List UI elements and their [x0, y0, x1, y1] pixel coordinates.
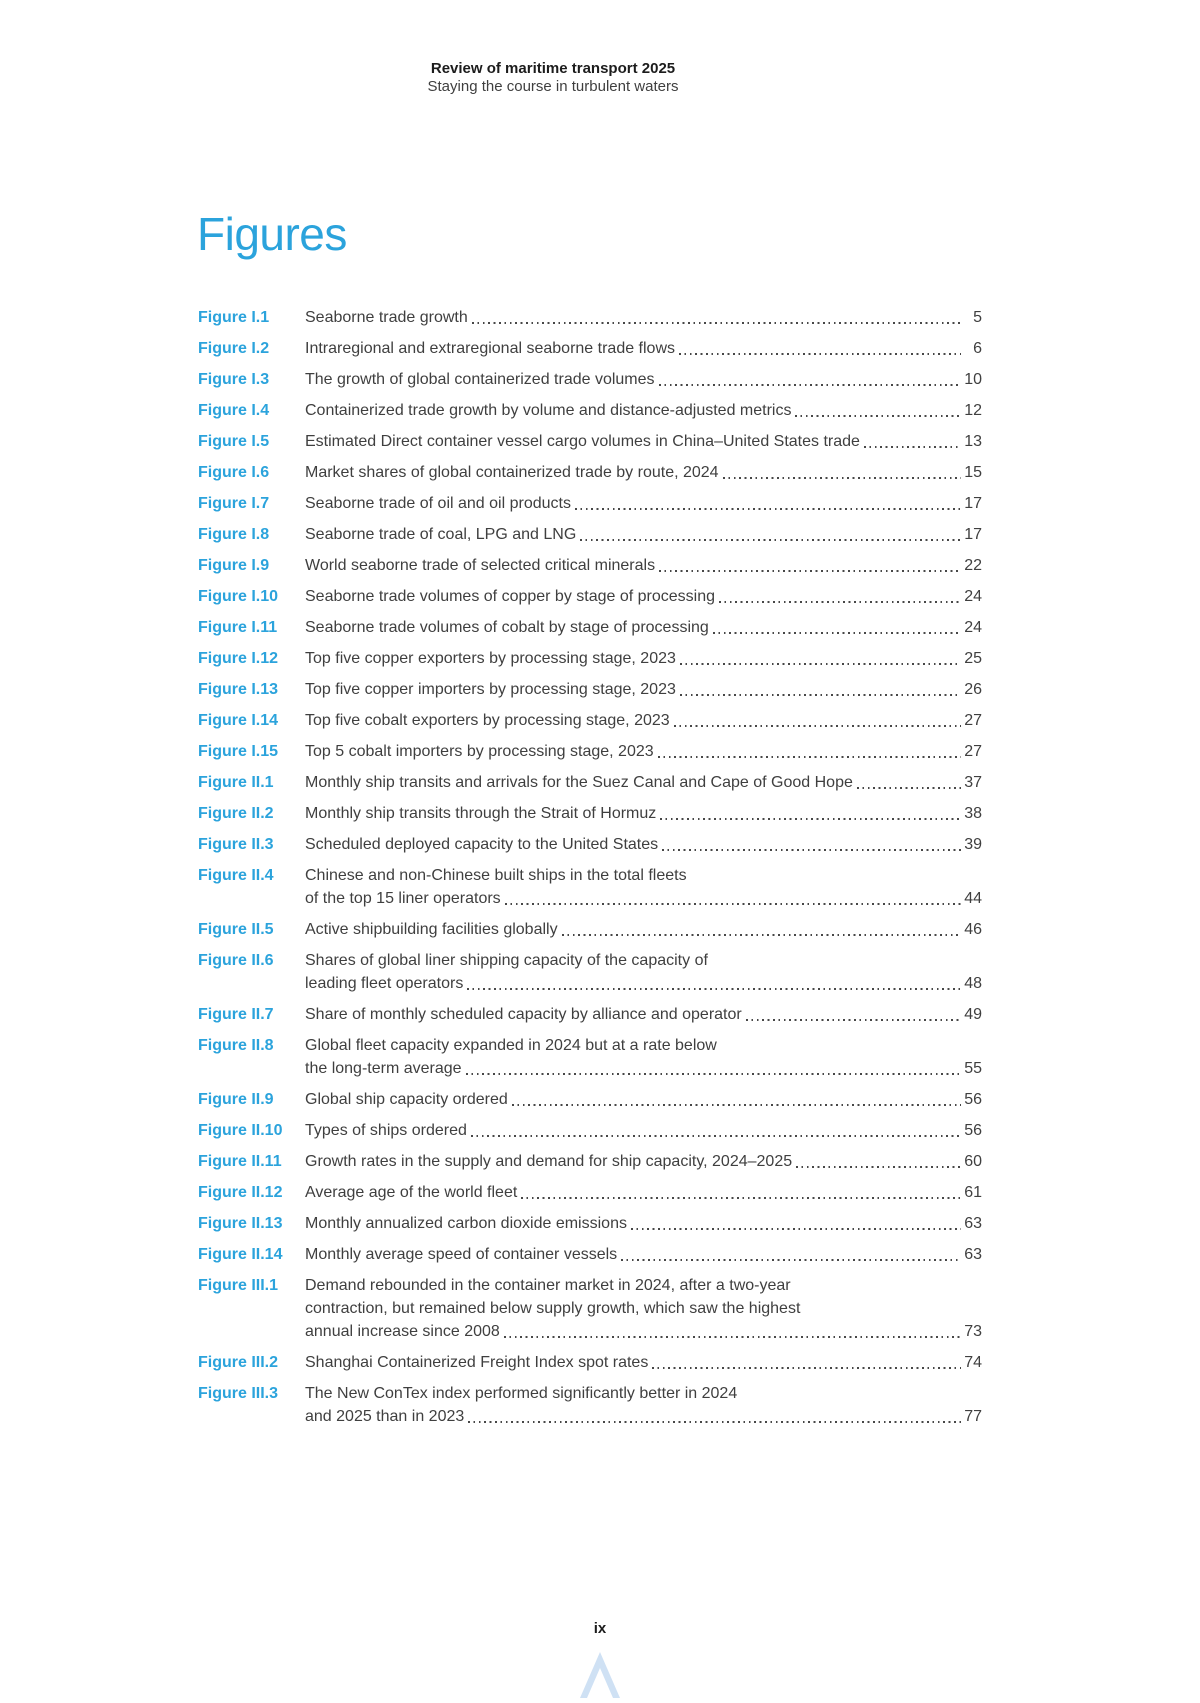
figure-title [305, 461, 982, 484]
figure-toc-entry[interactable] [198, 1382, 982, 1428]
figure-label: Figure II.8 [198, 1037, 274, 1054]
figure-title-text: Monthly average speed of container vessels [305, 1246, 618, 1263]
figure-title-lastline [305, 1150, 982, 1173]
figure-title-text: Seaborne trade volumes of cobalt by stage of processing [305, 619, 709, 636]
figure-title [305, 740, 982, 763]
figure-title [305, 523, 982, 546]
figure-label: Figure II.4 [198, 867, 274, 884]
figure-toc-entry[interactable] [198, 864, 982, 910]
report-subtitle: Staying the course in turbulent waters [427, 78, 679, 95]
figure-toc-entry[interactable] [198, 1243, 982, 1266]
figure-title-lastline [305, 678, 982, 701]
dot-leader [505, 887, 961, 910]
figure-title-text: Top five cobalt exporters by processing stage, 2023 [305, 712, 670, 729]
dot-leader [512, 1088, 961, 1111]
figure-page-number: 48 [964, 975, 982, 992]
figure-title-lastline [305, 709, 982, 732]
figure-page-number: 38 [964, 805, 982, 822]
figure-page-number: 63 [964, 1215, 982, 1232]
figure-title [305, 1034, 982, 1080]
figure-title-text: The growth of global containerized trade volumes [305, 371, 655, 388]
figure-label: Figure II.12 [198, 1184, 283, 1201]
figure-title-text: Intraregional and extraregional seaborne trade flows [305, 340, 676, 357]
figure-page-number: 27 [964, 743, 982, 760]
figure-title [305, 368, 982, 391]
dot-leader [466, 1057, 961, 1080]
figure-page-number: 26 [964, 681, 982, 698]
figure-title-text: Seaborne trade volumes of copper by stage of processing [305, 588, 716, 605]
figure-title [305, 678, 982, 701]
figure-title-line: contraction, but remained below supply growth, which saw the highest [305, 1300, 801, 1317]
figure-title-line: The New ConTex index performed significantly better in 2024 [305, 1385, 738, 1402]
figure-title-line: Chinese and non-Chinese built ships in the total fleets [305, 867, 687, 884]
figure-title-lastline [305, 523, 982, 546]
figures-list [198, 306, 982, 1436]
dot-leader [679, 337, 961, 360]
figure-page-number: 27 [964, 712, 982, 729]
figure-page-number: 5 [973, 309, 982, 326]
figure-title-lastline [305, 833, 982, 856]
figure-title-lastline [305, 1181, 982, 1204]
dot-leader [659, 368, 961, 391]
figure-title [305, 337, 982, 360]
figure-label: Figure I.7 [198, 495, 270, 512]
figure-title-lastline [305, 1212, 982, 1235]
figure-page-number: 55 [964, 1060, 982, 1077]
figure-toc-entry[interactable] [198, 616, 982, 639]
dot-leader [652, 1351, 961, 1374]
figure-title-text: Shanghai Containerized Freight Index spot rates [305, 1354, 649, 1371]
figure-title-lastline [305, 616, 982, 639]
dot-leader [580, 523, 961, 546]
figure-toc-entry[interactable] [198, 1034, 982, 1080]
figure-page-number: 37 [964, 774, 982, 791]
figure-title [305, 1003, 982, 1026]
figure-title-lastline [305, 492, 982, 515]
figure-title-lastline [305, 771, 982, 794]
figure-title-text: Top five copper exporters by processing stage, 2023 [305, 650, 676, 667]
running-header [428, 60, 679, 96]
figure-label: Figure I.10 [198, 588, 279, 605]
figure-title [305, 585, 982, 608]
dot-leader [723, 461, 961, 484]
figure-toc-entry[interactable] [198, 399, 982, 422]
figure-title-lastline [305, 1119, 982, 1142]
chevron-up-icon [580, 1652, 620, 1698]
figure-page-number: 39 [964, 836, 982, 853]
figure-title-text: annual increase since 2008 [305, 1323, 500, 1340]
figure-page-number: 61 [964, 1184, 982, 1201]
figure-title-text: Monthly ship transits and arrivals for the Suez Canal and Cape of Good Hope [305, 774, 853, 791]
figure-toc-entry[interactable] [198, 1088, 982, 1111]
figure-title [305, 833, 982, 856]
figure-label: Figure I.2 [198, 340, 270, 357]
dot-leader [504, 1320, 961, 1343]
figure-title-lastline [305, 585, 982, 608]
figure-toc-entry[interactable] [198, 1150, 982, 1173]
dot-leader [746, 1003, 961, 1026]
figure-toc-entry[interactable] [198, 771, 982, 794]
dot-leader [659, 554, 961, 577]
figure-title [305, 918, 982, 941]
figure-title-text: Monthly ship transits through the Strait of Hormuz [305, 805, 657, 822]
figure-label: Figure II.9 [198, 1091, 274, 1108]
figure-label: Figure I.14 [198, 712, 279, 729]
figure-title [305, 306, 982, 329]
figure-page-number: 63 [964, 1246, 982, 1263]
figure-label: Figure I.3 [198, 371, 270, 388]
figure-title-line: Shares of global liner shipping capacity of the capacity of [305, 952, 708, 969]
figure-label: Figure II.7 [198, 1006, 274, 1023]
dot-leader [472, 306, 961, 329]
figure-title [305, 1088, 982, 1111]
figure-title-lastline [305, 1405, 982, 1428]
dot-leader [660, 802, 961, 825]
figure-title-text: Active shipbuilding facilities globally [305, 921, 558, 938]
figure-title-lastline [305, 1320, 982, 1343]
figure-title [305, 1382, 982, 1428]
page-title: Figures [197, 207, 347, 260]
figure-toc-entry[interactable] [198, 1119, 982, 1142]
figure-toc-entry[interactable] [198, 430, 982, 453]
figure-title-lastline [305, 1088, 982, 1111]
figure-title-lastline [305, 647, 982, 670]
figure-title-lastline [305, 554, 982, 577]
figure-title [305, 647, 982, 670]
dot-leader [796, 1150, 961, 1173]
dot-leader [658, 740, 961, 763]
figure-toc-entry[interactable] [198, 678, 982, 701]
figure-label: Figure I.11 [198, 619, 278, 636]
figure-page-number: 77 [964, 1408, 982, 1425]
figure-label: Figure I.12 [198, 650, 279, 667]
figure-toc-entry[interactable] [198, 1181, 982, 1204]
dot-leader [562, 918, 961, 941]
figure-title-text: Growth rates in the supply and demand for ship capacity, 2024–2025 [305, 1153, 793, 1170]
figure-label: Figure II.10 [198, 1122, 283, 1139]
figure-toc-entry[interactable] [198, 368, 982, 391]
figure-title [305, 1119, 982, 1142]
dot-leader [864, 430, 961, 453]
figure-title-line: Demand rebounded in the container market in 2024, after a two-year [305, 1277, 791, 1294]
figure-toc-entry[interactable] [198, 554, 982, 577]
figure-title-text: Share of monthly scheduled capacity by alliance and operator [305, 1006, 742, 1023]
figure-toc-entry[interactable] [198, 1212, 982, 1235]
figure-toc-entry[interactable] [198, 1003, 982, 1026]
figure-label: Figure II.3 [198, 836, 274, 853]
figure-toc-entry[interactable] [198, 709, 982, 732]
figure-title-text: Average age of the world fleet [305, 1184, 518, 1201]
figure-title-lastline [305, 461, 982, 484]
figure-title-lastline [305, 430, 982, 453]
dot-leader [680, 647, 961, 670]
figure-title-lastline [305, 1243, 982, 1266]
figure-title-text: the long-term average [305, 1060, 462, 1077]
figure-page-number: 74 [964, 1354, 982, 1371]
figure-title [305, 1150, 982, 1173]
figure-title-text: Containerized trade growth by volume and distance-adjusted metrics [305, 402, 792, 419]
figure-title [305, 1181, 982, 1204]
figure-page-number: 10 [964, 371, 982, 388]
figure-page-number: 56 [964, 1122, 982, 1139]
figure-toc-entry[interactable] [198, 461, 982, 484]
dot-leader [467, 972, 961, 995]
figure-page-number: 6 [973, 340, 982, 357]
figure-title-lastline [305, 972, 982, 995]
figure-title [305, 554, 982, 577]
figure-title [305, 492, 982, 515]
figure-label: Figure II.1 [198, 774, 274, 791]
figure-title [305, 709, 982, 732]
figure-title-lastline [305, 337, 982, 360]
figure-title-text: Monthly annualized carbon dioxide emissions [305, 1215, 627, 1232]
figure-label: Figure II.2 [198, 805, 274, 822]
figure-page-number: 12 [964, 402, 982, 419]
figure-title-lastline [305, 306, 982, 329]
figure-label: Figure II.5 [198, 921, 274, 938]
figure-title-lastline [305, 1057, 982, 1080]
figure-title-text: Scheduled deployed capacity to the United States [305, 836, 659, 853]
figure-title-lastline [305, 887, 982, 910]
dot-leader [468, 1405, 961, 1428]
folio-page-number: ix [593, 1620, 607, 1637]
figure-page-number: 56 [964, 1091, 982, 1108]
figure-toc-entry[interactable] [198, 306, 982, 329]
figure-label: Figure I.4 [198, 402, 270, 419]
figure-label: Figure II.14 [198, 1246, 283, 1263]
figure-page-number: 46 [964, 921, 982, 938]
figure-toc-entry[interactable] [198, 523, 982, 546]
figure-toc-entry[interactable] [198, 647, 982, 670]
figure-title-text: Top 5 cobalt importers by processing stage, 2023 [305, 743, 654, 760]
figure-title-text: and 2025 than in 2023 [305, 1408, 465, 1425]
figure-title-text: leading fleet operators [305, 975, 464, 992]
figure-label: Figure II.13 [198, 1215, 283, 1232]
figure-toc-entry[interactable] [198, 492, 982, 515]
figure-title-lastline [305, 368, 982, 391]
figure-title-lastline [305, 399, 982, 422]
dot-leader [795, 399, 961, 422]
figure-title-text: Seaborne trade of oil and oil products [305, 495, 571, 512]
figure-label: Figure II.11 [198, 1153, 282, 1170]
figure-title-text: Seaborne trade of coal, LPG and LNG [305, 526, 577, 543]
dot-leader [521, 1181, 961, 1204]
figure-label: Figure II.6 [198, 952, 274, 969]
figure-label: Figure III.1 [198, 1277, 279, 1294]
figure-page-number: 17 [964, 495, 982, 512]
figure-label: Figure I.6 [198, 464, 270, 481]
figure-title-line: Global fleet capacity expanded in 2024 but at a rate below [305, 1037, 717, 1054]
dot-leader [680, 678, 961, 701]
report-title: Review of maritime transport 2025 [430, 60, 676, 77]
figure-label: Figure I.5 [198, 433, 270, 450]
figure-title-text: Types of ships ordered [305, 1122, 467, 1139]
dot-leader [857, 771, 961, 794]
dot-leader [713, 616, 961, 639]
figure-label: Figure I.13 [198, 681, 279, 698]
dot-leader [662, 833, 961, 856]
figure-label: Figure I.9 [198, 557, 270, 574]
dot-leader [674, 709, 961, 732]
figure-page-number: 24 [964, 588, 982, 605]
figure-title-text: Global ship capacity ordered [305, 1091, 508, 1108]
figure-toc-entry[interactable] [198, 949, 982, 995]
figure-title-text: Estimated Direct container vessel cargo volumes in China–United States trade [305, 433, 860, 450]
dot-leader [719, 585, 961, 608]
figure-title-lastline [305, 1003, 982, 1026]
dot-leader [471, 1119, 961, 1142]
figure-page-number: 15 [964, 464, 982, 481]
figure-title [305, 616, 982, 639]
figure-page-number: 22 [964, 557, 982, 574]
figure-page-number: 13 [964, 433, 982, 450]
figure-title [305, 430, 982, 453]
figure-title [305, 1351, 982, 1374]
figure-toc-entry[interactable] [198, 740, 982, 763]
figure-label: Figure III.2 [198, 1354, 279, 1371]
figure-title [305, 771, 982, 794]
figure-toc-entry[interactable] [198, 918, 982, 941]
figure-title-lastline [305, 802, 982, 825]
figure-page-number: 24 [964, 619, 982, 636]
figure-title-text: Seaborne trade growth [305, 309, 468, 326]
figure-toc-entry[interactable] [198, 833, 982, 856]
dot-leader [575, 492, 961, 515]
figure-title-text: Market shares of global containerized trade by route, 2024 [305, 464, 719, 481]
figure-title [305, 949, 982, 995]
figure-title-text: of the top 15 liner operators [305, 890, 501, 907]
figure-toc-entry[interactable] [198, 802, 982, 825]
figure-title [305, 802, 982, 825]
figure-title-lastline [305, 918, 982, 941]
figure-label: Figure I.15 [198, 743, 279, 760]
figure-page-number: 17 [964, 526, 982, 543]
figure-page-number: 49 [964, 1006, 982, 1023]
figure-toc-entry[interactable] [198, 1274, 982, 1343]
figure-title [305, 1243, 982, 1266]
figure-page-number: 44 [964, 890, 982, 907]
figure-page-number: 25 [964, 650, 982, 667]
figure-title [305, 1274, 982, 1343]
figure-toc-entry[interactable] [198, 337, 982, 360]
figure-title-text: Top five copper importers by processing stage, 2023 [305, 681, 676, 698]
dot-leader [621, 1243, 961, 1266]
figure-title-lastline [305, 1351, 982, 1374]
figure-title [305, 399, 982, 422]
figure-label: Figure I.1 [198, 309, 270, 326]
dot-leader [631, 1212, 961, 1235]
figure-toc-entry[interactable] [198, 585, 982, 608]
figure-title-text: World seaborne trade of selected critical minerals [305, 557, 656, 574]
figure-toc-entry[interactable] [198, 1351, 982, 1374]
figure-page-number: 73 [964, 1323, 982, 1340]
figure-label: Figure I.8 [198, 526, 270, 543]
figure-label: Figure III.3 [198, 1385, 279, 1402]
figure-title-lastline [305, 740, 982, 763]
figure-title [305, 1212, 982, 1235]
figure-page-number: 60 [964, 1153, 982, 1170]
figure-title [305, 864, 982, 910]
